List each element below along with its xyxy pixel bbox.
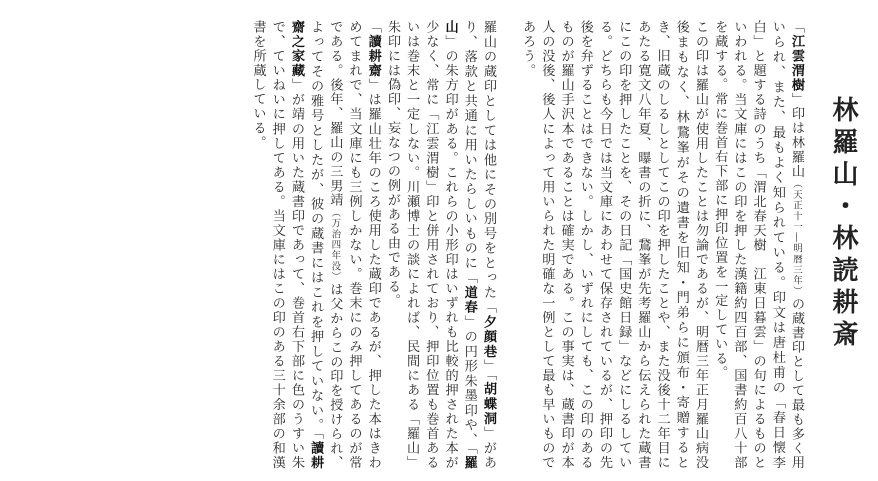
p1-text-a: 「 [789, 20, 804, 35]
p1-text-c: の蔵書印として最も多く用いられ、また、最もよく知られている。印文は唐杜甫の「春日懐李白」と題する詩のうち「渭北春天樹 江東日暮雲」の句によるものといわれる。当文庫にはこの印を押した漢籍約四百部、国書約百八十部を蔵する。常に巻首右下部に押印位置を一定している。 [712, 20, 804, 470]
p3-text-a: 羅山の蔵印としては他にその別号をとった「 [480, 20, 496, 315]
seal-name-kochoudou: 胡蝶洞 [480, 381, 496, 427]
p4-text-d: 」が靖の用いた蔵書印であって、巻首右下部に色のうすい朱で、ていねいに押してある。当文庫にはこの印のある三十余部の和漢書を所蔵している。 [250, 20, 304, 470]
p3-text-e: 」の朱方印がある。これらの小形印はいずれも比較的押された本が少なく、常に「江雲渭樹」印と併用されており、押印位置も巻首あるいは巻末と一定しない。川瀬博士の談によれば、民間にある「羅山」朱印には偽印、妄なつの例がある由である。 [384, 20, 458, 471]
paragraph-3 [383, 20, 498, 470]
p4-text-a: 「 [365, 20, 381, 35]
p1-text-b: 」印は林羅山 [789, 92, 804, 179]
p3-text-c: 」があり、落款と共通に用いたらしいものに「 [461, 20, 496, 471]
seal-name-dokkousai-no-kazou: 讀耕齋之家藏 [288, 20, 324, 470]
page-title: 林羅山・林読耕斎 [828, 96, 858, 352]
paragraph-2 [518, 20, 710, 470]
p2-text: この印は羅山が使用したことは勿論であるが、明暦三年正月羅山病没後まもなく、林鵞峯がその遺書を旧知・門弟らに頒布・寄贈するとき、旧蔵のしるしとしてこの印を押したことや、また没後十二年目にあたる寛文八年夏、曝書の折に、鵞峯が先考羅山から伝えられた蔵書にこの印を押したことを、その日記「国史館日録」などにしるしている。どちらも今日では当文庫にあわせて保存されているが、押印の先後を弁ずることはできない。しかし、いずれにしても、この印のあるものが羅山手沢本であることは確実である。この事実は、蔵書印が本人の没後、後人によって用いられた明確な一例として最も早いものであろう。 [520, 20, 708, 470]
seal-name-kouun-iju: 江雲渭樹 [789, 34, 804, 93]
paragraph-4 [248, 20, 382, 470]
paragraph-1 [710, 20, 806, 470]
p4-note-dates: （万治四年没） [329, 207, 341, 283]
seal-name-yugaokou: 夕顔巷 [480, 314, 496, 360]
p4-text-b: 」は羅山壮年のころ使用した蔵印であるが、押した本はきわめてまれで、当文庫にも三例しかない。巻末にのみ押してあるのが常である。後年、羅山の三男靖 [327, 20, 381, 470]
seal-name-razan: 羅山 [442, 20, 477, 470]
p4-text-c: は父からこの印を授けられ、よってその雅号としたが、彼の蔵書にはこれを押していない。「 [308, 20, 343, 471]
p3-text-d: 」の円形朱墨印や、「 [461, 314, 477, 456]
p1-note-dates: （天正十一―明暦三年） [791, 178, 802, 297]
seal-name-doushun: 道春 [461, 285, 477, 315]
seal-name-dokkousai: 讀耕齋 [365, 34, 381, 79]
p3-text-b: 」「 [480, 359, 496, 382]
body-text [238, 20, 806, 470]
